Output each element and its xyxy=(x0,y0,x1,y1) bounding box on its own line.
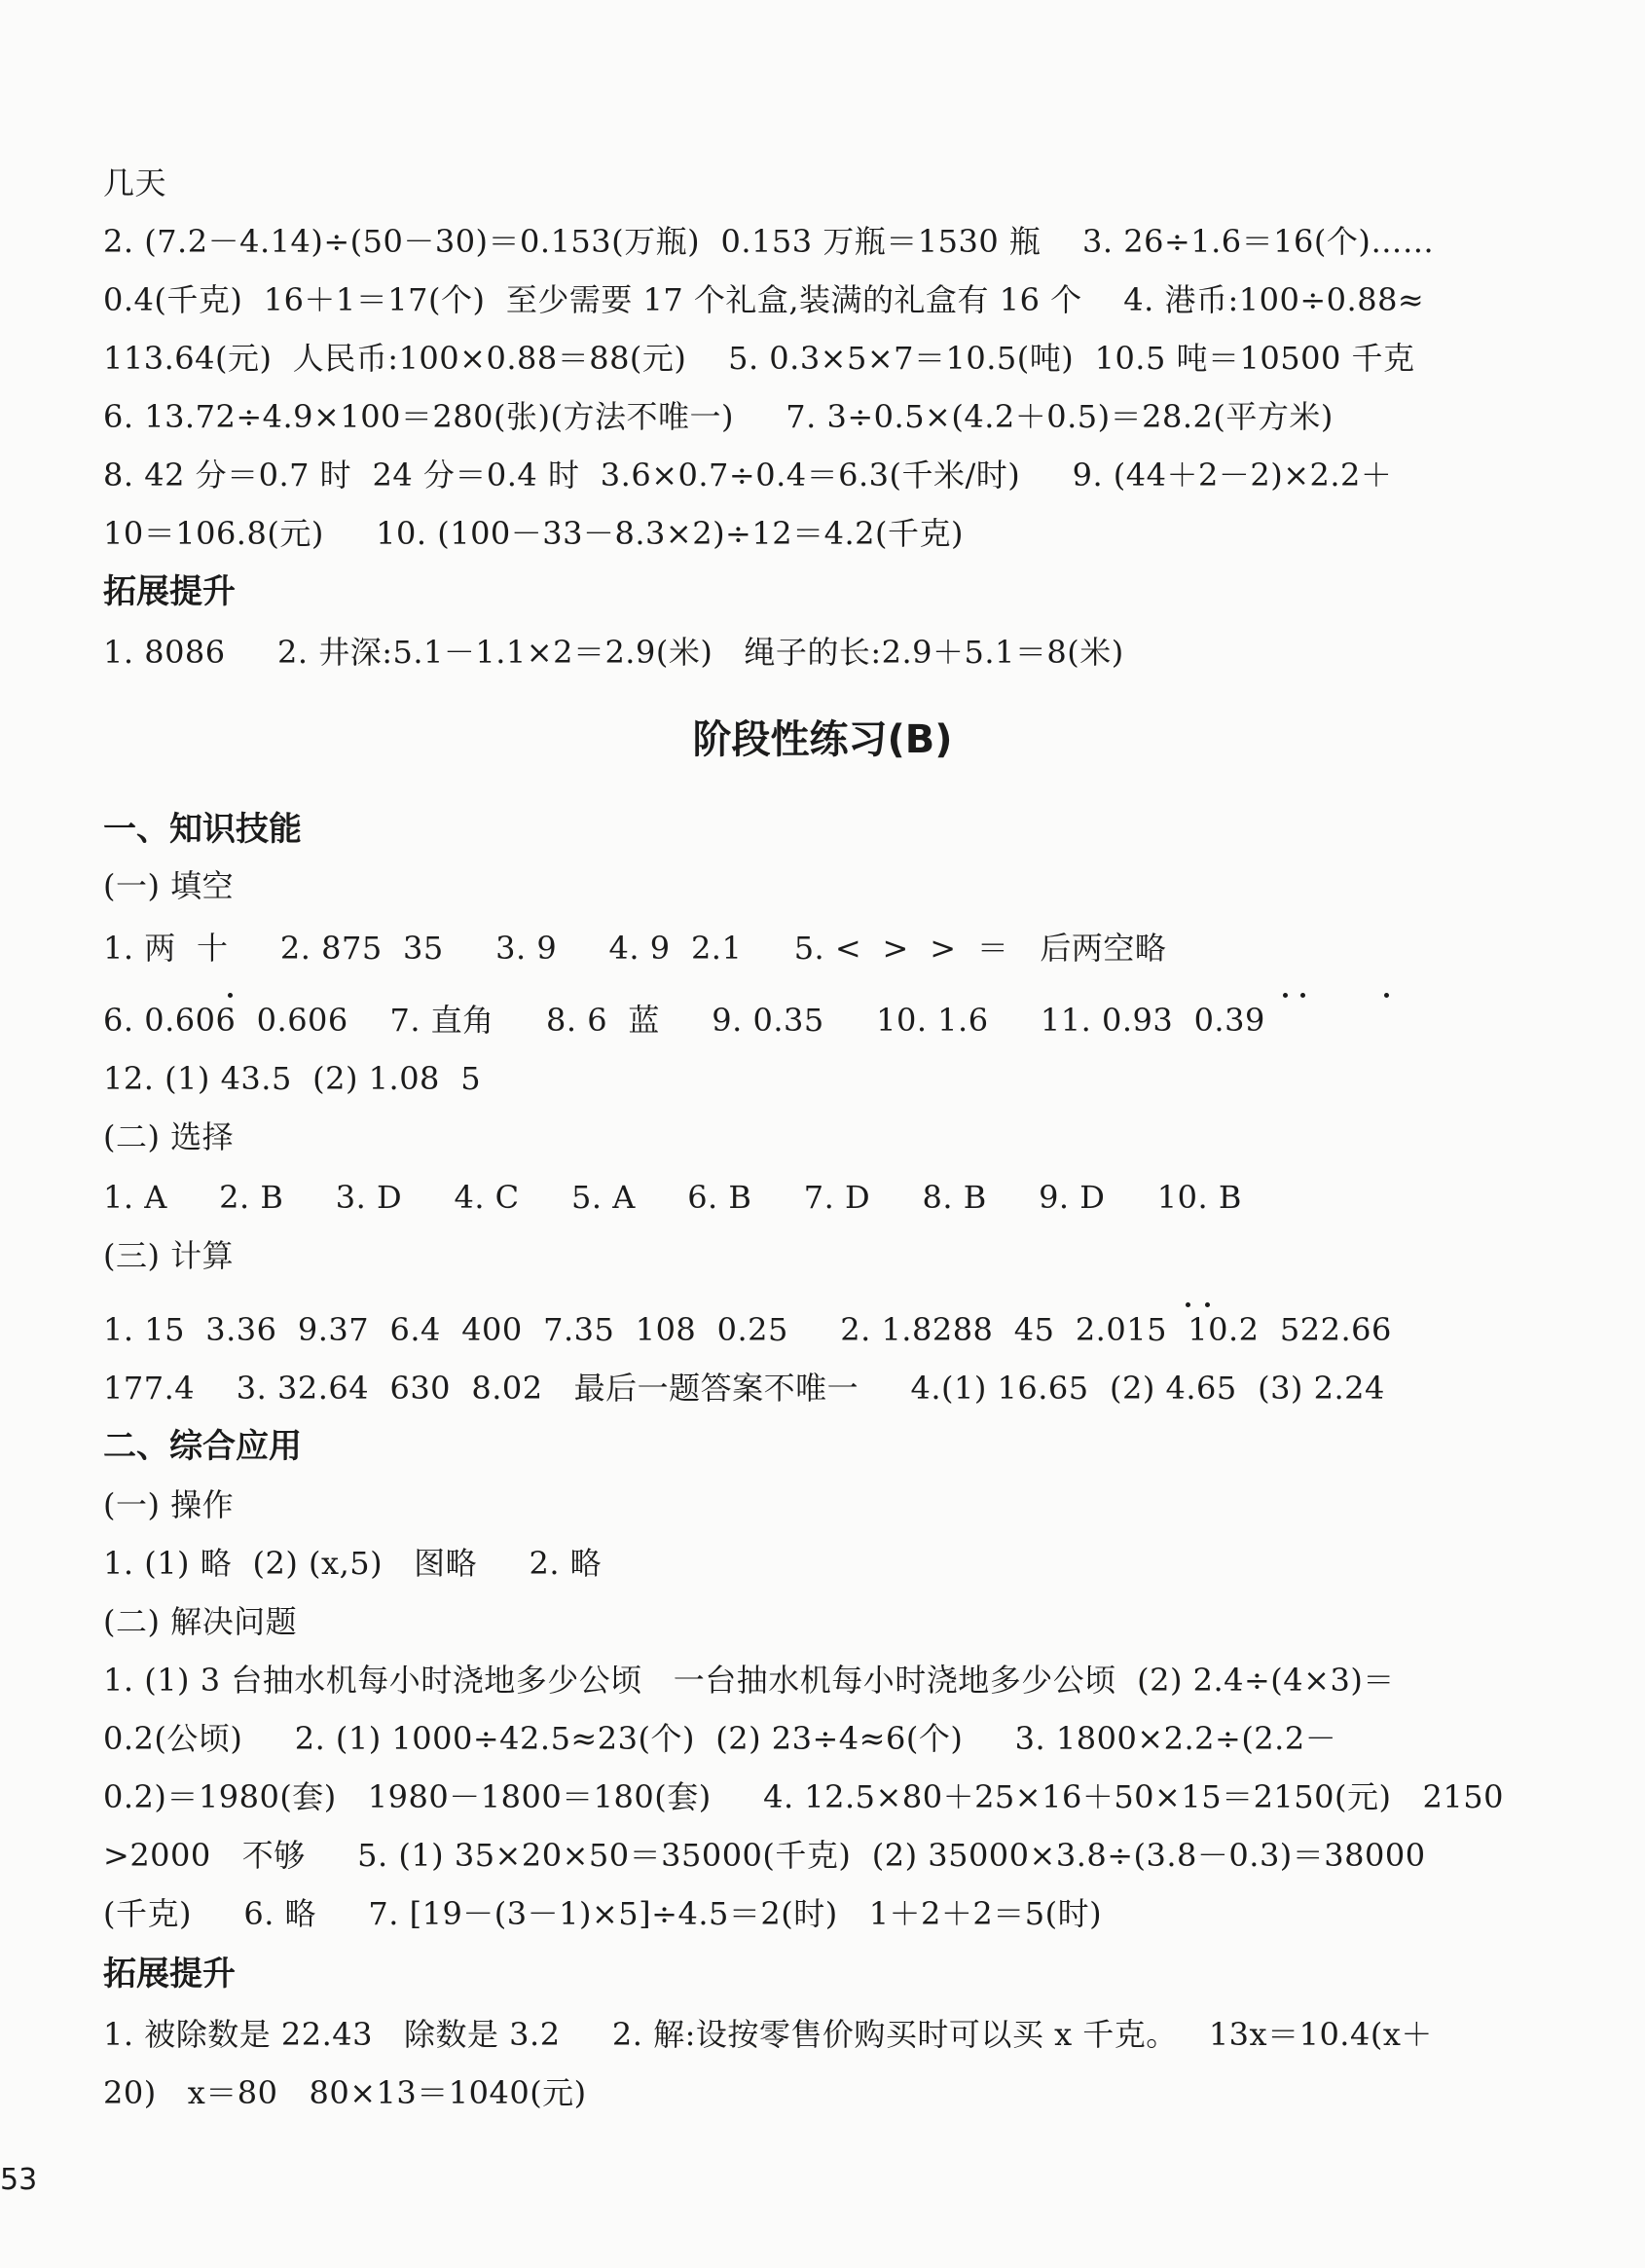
text-line: 8. 42 分＝0.7 时 24 分＝0.4 时 3.6×0.7÷0.4＝6.3(千米/时) 9. (44＋2－2)×2.2＋ xyxy=(103,457,1393,494)
text-line: 113.64(元) 人民币:100×0.88＝88(元) 5. 0.3×5×7＝10.5(吨) 10.5 吨＝10500 千克 xyxy=(103,340,1415,377)
section-heading-application: 二、综合应用 xyxy=(103,1427,302,1466)
text-line: 20) x＝80 80×13＝1040(元) xyxy=(103,2074,587,2111)
text-line: 1. A 2. B 3. D 4. C 5. A 6. B 7. D 8. B 9. D 10. B xyxy=(103,1179,1242,1216)
text-line: 1. 8086 2. 井深:5.1－1.1×2＝2.9(米) 绳子的长:2.9＋5.1＝8(米) xyxy=(103,634,1124,671)
repeat-dot xyxy=(1283,993,1288,998)
section-heading-knowledge: 一、知识技能 xyxy=(103,810,302,849)
text-line: 6. 13.72÷4.9×100＝280(张)(方法不唯一) 7. 3÷0.5×(4.2＋0.5)＝28.2(平方米) xyxy=(103,398,1334,435)
text-line: 6. 0.606 0.606 7. 直角 8. 6 蓝 9. 0.35 10. 1.6 11. 0.93 0.39 xyxy=(103,1002,1265,1039)
text-line: 0.4(千克) 16＋1＝17(个) 至少需要 17 个礼盒,装满的礼盒有 16 个 4. 港币:100÷0.88≈ xyxy=(103,281,1425,318)
text-line: 2. (7.2－4.14)÷(50－30)＝0.153(万瓶) 0.153 万瓶＝1530 瓶 3. 26÷1.6＝16(个)…… xyxy=(103,223,1435,260)
subsection-heading: (二) 解决问题 xyxy=(103,1603,298,1640)
text-line: 0.2)＝1980(套) 1980－1800＝180(套) 4. 12.5×80＋25×16＋50×15＝2150(元) 2150 xyxy=(103,1778,1504,1815)
text-line: 1. (1) 略 (2) (x,5) 图略 2. 略 xyxy=(103,1545,603,1582)
text-line: 几天 xyxy=(103,165,167,201)
text-line: 177.4 3. 32.64 630 8.02 最后一题答案不唯一 4.(1) 16.65 (2) 4.65 (3) 2.24 xyxy=(103,1370,1385,1407)
section-heading-extension: 拓展提升 xyxy=(103,1955,236,1994)
text-line: >2000 不够 5. (1) 35×20×50＝35000(千克) (2) 35000×3.8÷(3.8－0.3)＝38000 xyxy=(103,1837,1426,1874)
text-line: 0.2(公顷) 2. (1) 1000÷42.5≈23(个) (2) 23÷4≈6(个) 3. 1800×2.2÷(2.2－ xyxy=(103,1720,1337,1757)
subsection-heading: (一) 操作 xyxy=(103,1486,235,1523)
page-title: 阶段性练习(B) xyxy=(692,717,953,762)
text-line: 12. (1) 43.5 (2) 1.08 5 xyxy=(103,1060,482,1097)
subsection-heading: (一) 填空 xyxy=(103,867,235,904)
repeat-dot xyxy=(1205,1302,1210,1307)
text-line: 1. (1) 3 台抽水机每小时浇地多少公顷 一台抽水机每小时浇地多少公顷 (2) 2.4÷(4×3)＝ xyxy=(103,1662,1395,1699)
repeat-dot xyxy=(1300,993,1305,998)
section-heading-extension: 拓展提升 xyxy=(103,572,236,611)
page-number: 53 xyxy=(0,2163,38,2197)
subsection-heading: (三) 计算 xyxy=(103,1237,235,1274)
repeat-dot xyxy=(228,993,233,998)
subsection-heading: (二) 选择 xyxy=(103,1118,235,1155)
text-line: 1. 被除数是 22.43 除数是 3.2 2. 解:设按零售价购买时可以买 x 千克。 13x＝10.4(x＋ xyxy=(103,2016,1433,2053)
text-line: 10＝106.8(元) 10. (100－33－8.3×2)÷12＝4.2(千克) xyxy=(103,515,964,552)
repeat-dot xyxy=(1186,1302,1190,1307)
text-line: 1. 15 3.36 9.37 6.4 400 7.35 108 0.25 2. 1.8288 45 2.015 10.2 522.66 xyxy=(103,1311,1392,1348)
repeat-dot xyxy=(1384,993,1389,998)
text-line: (千克) 6. 略 7. [19－(3－1)×5]÷4.5＝2(时) 1＋2＋2＝5(时) xyxy=(103,1895,1103,1932)
text-line: 1. 两 十 2. 875 35 3. 9 4. 9 2.1 5. < > > ＝ 后两空略 xyxy=(103,930,1167,967)
